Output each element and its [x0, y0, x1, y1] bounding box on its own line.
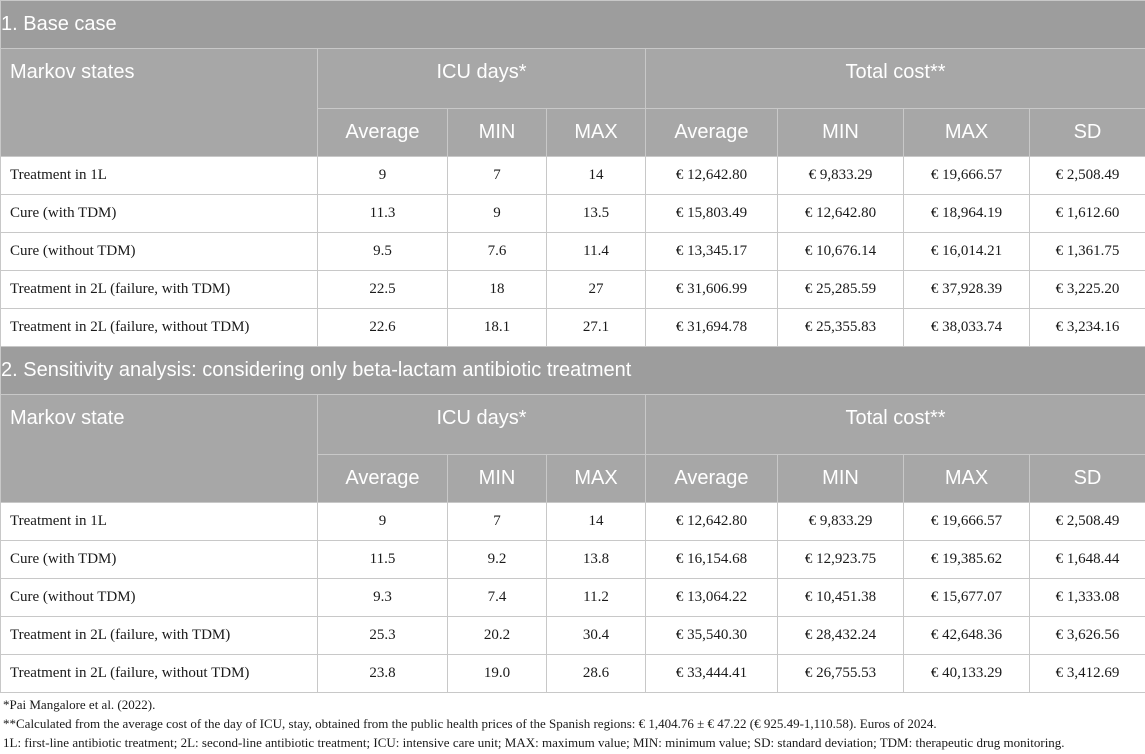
data-cell: 11.3 — [318, 195, 448, 233]
data-cell: 25.3 — [318, 617, 448, 655]
data-cell: 18.1 — [448, 309, 547, 347]
data-cell: € 1,648.44 — [1030, 541, 1145, 579]
data-cell: € 15,803.49 — [646, 195, 778, 233]
header-subcol: Average — [646, 455, 778, 503]
data-cell: € 42,648.36 — [904, 617, 1030, 655]
data-cell: 11.2 — [547, 579, 646, 617]
footnote-abbreviations: 1L: first-line antibiotic treatment; 2L: second-line antibiotic treatment; ICU: intensive care unit; MAX: maximum value; MIN: minimum value; SD: standard deviation; TDM: therapeutic drug monitoring. — [3, 735, 1065, 750]
footnote-1: *Pai Mangalore et al. (2022). — [3, 697, 156, 712]
header-row-label: Markov state — [1, 395, 318, 503]
table-row — [1, 157, 1145, 195]
data-cell: € 16,014.21 — [904, 233, 1030, 271]
row-label-cell: Treatment in 2L (failure, without TDM) — [1, 655, 318, 693]
header-subcol: Average — [318, 109, 448, 157]
data-cell: € 15,677.07 — [904, 579, 1030, 617]
row-label-cell: Treatment in 2L (failure, without TDM) — [1, 309, 318, 347]
header-subcol: MIN — [778, 109, 904, 157]
table-row — [1, 655, 1145, 693]
data-cell: 30.4 — [547, 617, 646, 655]
header-group-icu-days: ICU days* — [318, 395, 646, 455]
row-label-cell: Treatment in 1L — [1, 503, 318, 541]
row-label-cell: Cure (with TDM) — [1, 541, 318, 579]
data-cell: € 2,508.49 — [1030, 157, 1145, 195]
data-cell: € 40,133.29 — [904, 655, 1030, 693]
data-cell: 9.3 — [318, 579, 448, 617]
data-cell: 11.5 — [318, 541, 448, 579]
data-cell: 14 — [547, 503, 646, 541]
data-cell: 18 — [448, 271, 547, 309]
data-cell: € 12,923.75 — [778, 541, 904, 579]
header-row-groups — [1, 49, 1145, 109]
footnote-2: **Calculated from the average cost of the day of ICU, stay, obtained from the public health prices of the Spanish regions: € 1,404.76 ± € 47.22 (€ 925.49-1,110.58). Euros of 2024. — [3, 716, 937, 731]
data-cell: € 12,642.80 — [778, 195, 904, 233]
data-cell: € 25,285.59 — [778, 271, 904, 309]
header-group-icu-days: ICU days* — [318, 49, 646, 109]
data-cell: € 10,676.14 — [778, 233, 904, 271]
data-cell: 9.5 — [318, 233, 448, 271]
section-title: 1. Base case — [1, 1, 1145, 49]
header-subcol: SD — [1030, 109, 1145, 157]
header-group-total-cost: Total cost** — [646, 49, 1145, 109]
data-cell: € 37,928.39 — [904, 271, 1030, 309]
table-row — [1, 617, 1145, 655]
table-row — [1, 309, 1145, 347]
data-cell: 7 — [448, 503, 547, 541]
data-cell: 9 — [318, 503, 448, 541]
row-label-cell: Treatment in 1L — [1, 157, 318, 195]
data-cell: 7.6 — [448, 233, 547, 271]
header-subcol: Average — [646, 109, 778, 157]
section-title-row — [1, 1, 1145, 49]
data-cell: 11.4 — [547, 233, 646, 271]
table-row — [1, 271, 1145, 309]
data-cell: 13.5 — [547, 195, 646, 233]
data-cell: € 3,626.56 — [1030, 617, 1145, 655]
data-cell: € 1,333.08 — [1030, 579, 1145, 617]
data-cell: 23.8 — [318, 655, 448, 693]
data-cell: € 35,540.30 — [646, 617, 778, 655]
data-cell: 19.0 — [448, 655, 547, 693]
data-cell: € 13,064.22 — [646, 579, 778, 617]
section-title-row — [1, 347, 1145, 395]
header-subcol: MIN — [778, 455, 904, 503]
data-cell: 9 — [318, 157, 448, 195]
header-subcol: MIN — [448, 109, 547, 157]
data-cell: € 16,154.68 — [646, 541, 778, 579]
header-subcol: SD — [1030, 455, 1145, 503]
table-row — [1, 503, 1145, 541]
data-cell: € 2,508.49 — [1030, 503, 1145, 541]
header-subcol: MAX — [904, 455, 1030, 503]
data-cell: € 33,444.41 — [646, 655, 778, 693]
row-label-cell: Cure (without TDM) — [1, 579, 318, 617]
data-cell: € 19,385.62 — [904, 541, 1030, 579]
data-cell: € 28,432.24 — [778, 617, 904, 655]
data-cell: 22.5 — [318, 271, 448, 309]
data-cell: € 9,833.29 — [778, 503, 904, 541]
data-cell: 14 — [547, 157, 646, 195]
data-cell: € 19,666.57 — [904, 157, 1030, 195]
data-cell: 20.2 — [448, 617, 547, 655]
header-group-total-cost: Total cost** — [646, 395, 1145, 455]
data-cell: € 3,234.16 — [1030, 309, 1145, 347]
row-label-cell: Treatment in 2L (failure, with TDM) — [1, 271, 318, 309]
data-cell: € 1,361.75 — [1030, 233, 1145, 271]
header-subcol: MIN — [448, 455, 547, 503]
data-cell: € 26,755.53 — [778, 655, 904, 693]
table-row — [1, 233, 1145, 271]
data-cell: € 10,451.38 — [778, 579, 904, 617]
data-cell: 27.1 — [547, 309, 646, 347]
header-row-label: Markov states — [1, 49, 318, 157]
data-cell: € 13,345.17 — [646, 233, 778, 271]
data-cell: 13.8 — [547, 541, 646, 579]
data-cell: 7.4 — [448, 579, 547, 617]
data-cell: € 38,033.74 — [904, 309, 1030, 347]
data-cell: € 31,694.78 — [646, 309, 778, 347]
row-label-cell: Cure (with TDM) — [1, 195, 318, 233]
table-footnotes — [0, 693, 1145, 752]
header-row-groups — [1, 395, 1145, 455]
data-cell: 22.6 — [318, 309, 448, 347]
data-cell: € 12,642.80 — [646, 157, 778, 195]
data-cell: 28.6 — [547, 655, 646, 693]
table-body — [1, 1, 1145, 693]
data-cell: € 3,225.20 — [1030, 271, 1145, 309]
data-cell: € 31,606.99 — [646, 271, 778, 309]
data-cell: € 25,355.83 — [778, 309, 904, 347]
data-cell: 7 — [448, 157, 547, 195]
data-cell: € 1,612.60 — [1030, 195, 1145, 233]
data-cell: 27 — [547, 271, 646, 309]
row-label-cell: Cure (without TDM) — [1, 233, 318, 271]
data-cell: € 12,642.80 — [646, 503, 778, 541]
data-cell: € 18,964.19 — [904, 195, 1030, 233]
header-subcol: MAX — [904, 109, 1030, 157]
data-cell: € 3,412.69 — [1030, 655, 1145, 693]
header-subcol: MAX — [547, 109, 646, 157]
table-row — [1, 541, 1145, 579]
header-subcol: Average — [318, 455, 448, 503]
data-cell: € 9,833.29 — [778, 157, 904, 195]
data-cell: € 19,666.57 — [904, 503, 1030, 541]
section-title: 2. Sensitivity analysis: considering only beta-lactam antibiotic treatment — [1, 347, 1145, 395]
table-row — [1, 195, 1145, 233]
row-label-cell: Treatment in 2L (failure, with TDM) — [1, 617, 318, 655]
data-cell: 9 — [448, 195, 547, 233]
table-row — [1, 579, 1145, 617]
header-subcol: MAX — [547, 455, 646, 503]
data-cell: 9.2 — [448, 541, 547, 579]
